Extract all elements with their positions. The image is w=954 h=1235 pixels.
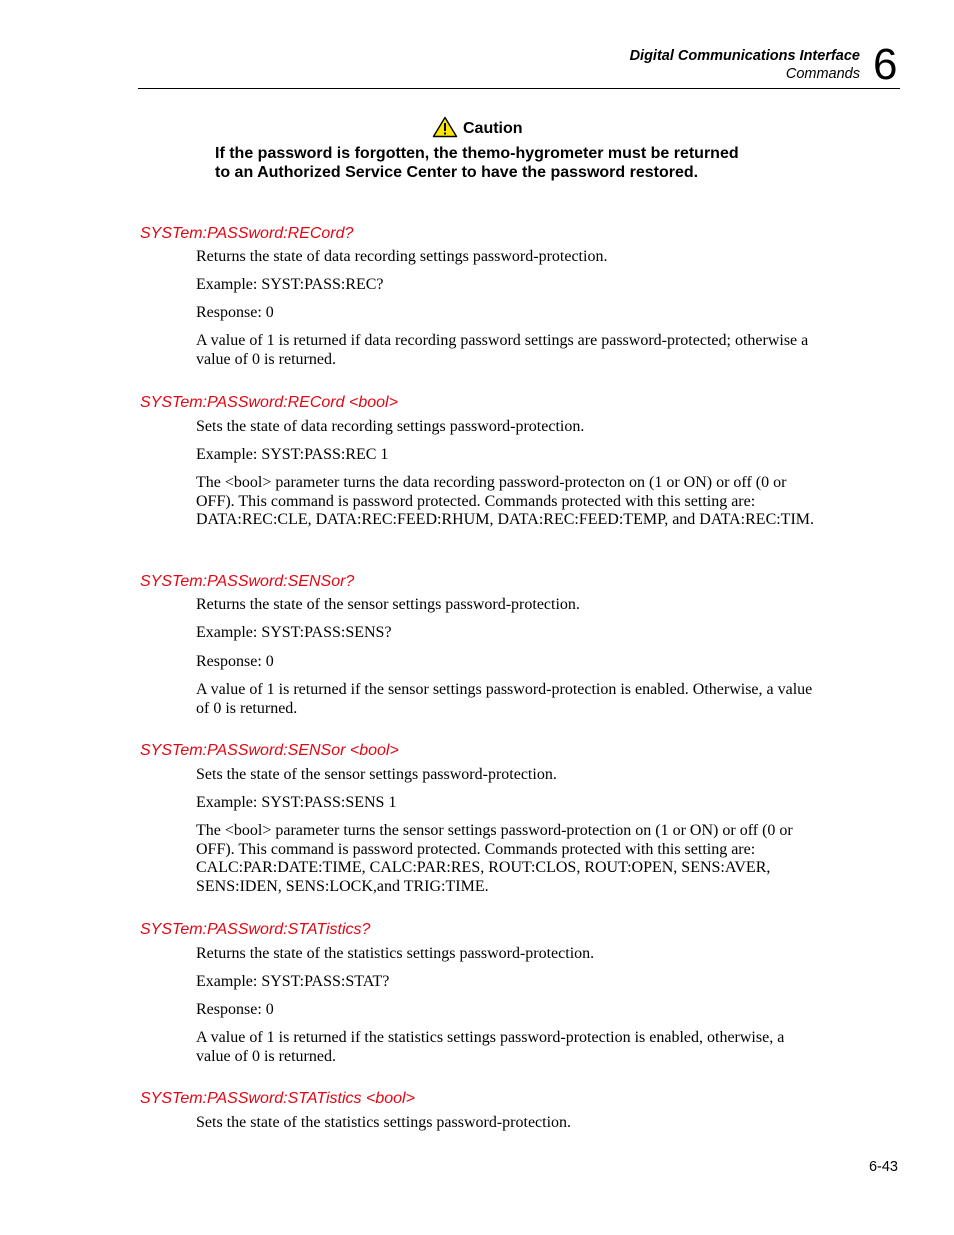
paragraph: The <bool> parameter turns the sensor settings password-protection on (1 or ON) or off (0 or OFF). This command is password protected. Commands protected with this setting are: CALC:PAR:DATE:TIME, CALC:PAR:RES, ROUT:CLOS, ROUT:OPEN, SENS:AVER, SENS:IDEN, SENS:LOCK,and TRIG:TIME. (196, 822, 793, 895)
header-rule (138, 88, 900, 89)
running-header (630, 47, 860, 83)
caution-text: If the password is forgotten, the themo-hygrometer must be returned to an Authorized Service Center to have the password restored. (215, 145, 739, 181)
paragraph: A value of 1 is returned if the sensor settings password-protection is enabled. Otherwise, a value of 0 is returned. (196, 681, 813, 717)
paragraph: Returns the state of the statistics settings password-protection. (196, 945, 595, 962)
caution-heading (432, 114, 523, 138)
response-line: Response: 0 (196, 653, 274, 670)
command-heading: SYSTem:PASSword:RECord? (140, 225, 354, 242)
caution-title: Caution (463, 120, 523, 137)
response-line: Response: 0 (196, 304, 274, 321)
example-line: Example: SYST:PASS:SENS? (196, 624, 392, 641)
example-line: Example: SYST:PASS:REC? (196, 276, 384, 293)
paragraph: Sets the state of the sensor settings password-protection. (196, 766, 557, 783)
command-heading: SYSTem:PASSword:SENSor <bool> (140, 742, 399, 759)
example-line: Example: SYST:PASS:STAT? (196, 973, 390, 990)
example-line: Example: SYST:PASS:SENS 1 (196, 794, 397, 811)
paragraph: Sets the state of the statistics settings password-protection. (196, 1114, 572, 1131)
paragraph: Returns the state of data recording settings password-protection. (196, 248, 608, 265)
paragraph: Sets the state of data recording settings password-protection. (196, 418, 585, 435)
page-number: 6-43 (868, 1159, 898, 1175)
command-heading: SYSTem:PASSword:SENSor? (140, 573, 355, 590)
response-line: Response: 0 (196, 1001, 274, 1018)
paragraph: A value of 1 is returned if data recording password settings are password-protected; otherwise a value of 0 is returned. (196, 332, 809, 368)
paragraph: Returns the state of the sensor settings password-protection. (196, 596, 580, 613)
warning-triangle-icon (432, 116, 458, 138)
command-heading: SYSTem:PASSword:RECord <bool> (140, 394, 398, 411)
command-heading: SYSTem:PASSword:STATistics? (140, 921, 371, 938)
header-subtitle: Commands (785, 66, 860, 82)
header-title: Digital Communications Interface (629, 48, 860, 64)
chapter-number: 6 (873, 40, 898, 89)
paragraph: The <bool> parameter turns the data recording password-protecton on (1 or ON) or off (0 or OFF). This command is password protected. Commands protected with this setting are: DATA:REC:CLE, DATA:REC:FEED:RHUM, DATA:REC:FEED:TEMP, and DATA:REC:TIM. (196, 474, 815, 528)
paragraph: A value of 1 is returned if the statistics settings password-protection is enabled, otherwise, a value of 0 is returned. (196, 1029, 785, 1065)
command-heading: SYSTem:PASSword:STATistics <bool> (140, 1090, 415, 1107)
example-line: Example: SYST:PASS:REC 1 (196, 446, 389, 463)
